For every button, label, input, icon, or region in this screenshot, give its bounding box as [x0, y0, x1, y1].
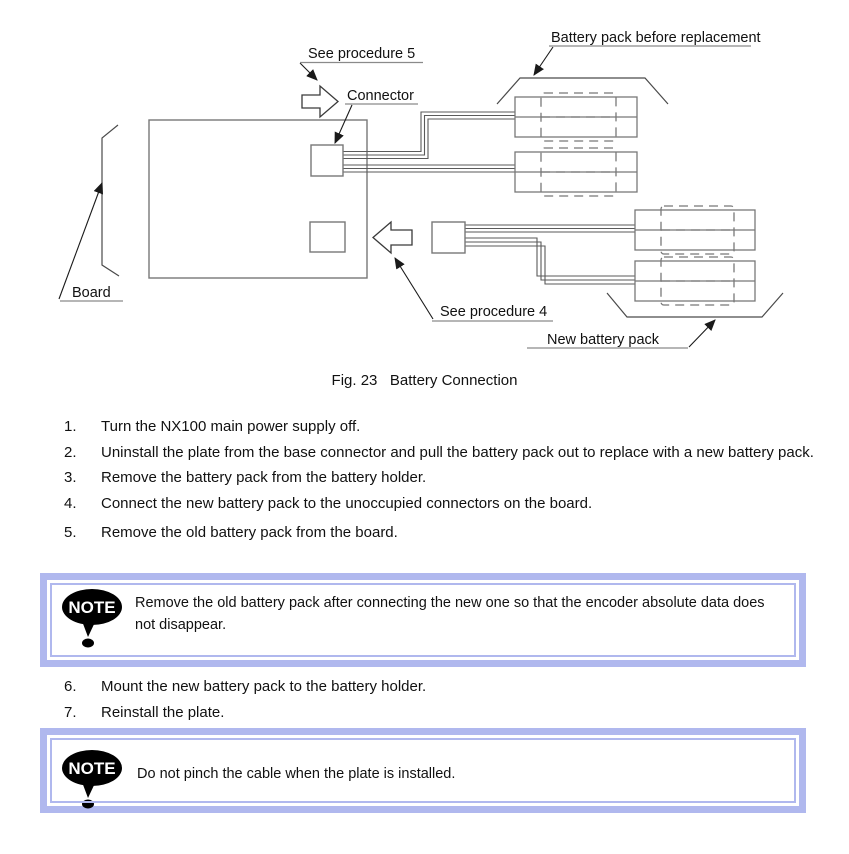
step-text: Remove the old battery pack from the board.: [101, 524, 398, 541]
label-see-procedure-5: See procedure 5: [308, 46, 416, 62]
battery-pack-new-1: [635, 206, 755, 254]
wires-old-packs: [343, 112, 516, 172]
board-outline: [149, 120, 367, 278]
step-text: Remove the battery pack from the battery holder.: [101, 469, 427, 486]
step-number: 7.: [64, 703, 77, 721]
list-item: [0, 414, 849, 440]
list-item: [0, 440, 849, 466]
label-battery-pack-before-replacement: Battery pack before replacement: [551, 30, 761, 46]
battery-connection-diagram: [0, 0, 849, 366]
block-arrow-left-icon: [373, 222, 412, 253]
note-balloon-icon: [61, 589, 125, 651]
new-pack-connector: [432, 222, 465, 253]
procedure-steps-6-7: [0, 674, 849, 725]
label-board: Board: [72, 285, 111, 301]
note-badge-label: NOTE: [68, 759, 116, 778]
label-see-procedure-4: See procedure 4: [440, 304, 548, 320]
step-number: 6.: [64, 678, 77, 695]
list-item: [0, 465, 849, 491]
step-number: 3.: [64, 469, 77, 486]
step-text: Turn the NX100 main power supply off.: [101, 418, 361, 435]
note-content: [47, 735, 799, 812]
step-number: 2.: [64, 443, 77, 461]
step-text: Uninstall the plate from the base connector and pull the battery pack out to replace with a new battery pack.: [101, 443, 814, 461]
battery-pack-old-1: [515, 93, 637, 141]
note-text: Remove the old battery pack after connecting the new one so that the encoder absolute data does not disappear.: [135, 595, 765, 633]
block-arrow-right-icon: [302, 86, 338, 117]
label-connector: Connector: [347, 88, 414, 104]
list-item: [0, 674, 849, 700]
note-box-encoder-data: [40, 573, 806, 667]
bracket-board: [102, 125, 119, 276]
step-text: Reinstall the plate.: [101, 703, 225, 721]
step-number: 1.: [64, 418, 77, 435]
note-balloon-icon: [61, 750, 125, 812]
board-connector-unoccupied: [310, 222, 345, 252]
wires-new-packs: [465, 225, 636, 284]
battery-pack-old-2: [515, 148, 637, 196]
note-badge-label: NOTE: [68, 598, 116, 617]
procedure-steps-1-5: [0, 414, 849, 546]
figure-caption: Fig. 23 Battery Connection: [331, 372, 518, 389]
step-number: 4.: [64, 494, 77, 512]
step-number: 5.: [64, 524, 77, 541]
list-item: [0, 700, 849, 726]
label-new-battery-pack: New battery pack: [547, 332, 660, 348]
list-item: [0, 520, 849, 546]
note-content: [47, 580, 799, 651]
board-connector-occupied: [311, 145, 343, 176]
step-text: Connect the new battery pack to the unoccupied connectors on the board.: [101, 494, 593, 512]
note-text: Do not pinch the cable when the plate is installed.: [137, 766, 456, 782]
note-box-pinch-cable: [40, 728, 806, 813]
list-item: [0, 491, 849, 517]
battery-pack-new-2: [635, 257, 755, 305]
step-text: Mount the new battery pack to the battery holder.: [101, 678, 427, 695]
